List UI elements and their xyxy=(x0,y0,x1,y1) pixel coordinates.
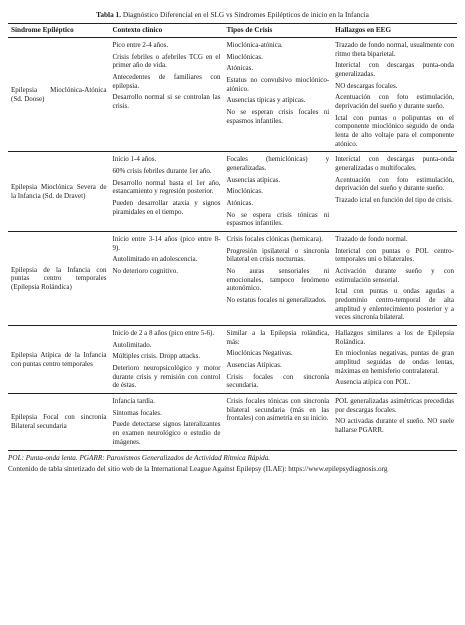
clinical-context-cell xyxy=(109,394,223,450)
clinical-context-item: Puede detectarse signos lateralizantes en examen neurológico o estudio de imágenes. xyxy=(112,420,221,446)
table-footer xyxy=(8,454,457,475)
eeg-finding-item: NO descargas focales. xyxy=(335,81,398,90)
seizure-type-item: Crisis focales tónicas con sincronía bilateral secundaria (más en las frontales) con asimetría en su inicio. xyxy=(226,397,330,423)
seizure-type-item: Atónicas. xyxy=(226,199,254,208)
clinical-context-item: Pico entre 2-4 años. xyxy=(112,40,169,49)
differential-diagnosis-table xyxy=(8,23,457,450)
eeg-finding-item: Trazado ictal en función del tipo de crisis. xyxy=(335,196,453,205)
eeg-finding-item: Activación durante sueño y con estimulación sensorial. xyxy=(335,267,454,284)
eeg-findings-cell xyxy=(332,152,457,232)
table-caption-text: Diagnóstico Diferencial en el SLG vs Síndromes Epilépticos de inicio en la Infancia xyxy=(122,10,369,19)
seizure-type-item: No estatus focales ni generalizados. xyxy=(226,296,327,305)
syndrome-cell: Epilepsia de la Infancia con puntas centro temporales (Epilepsia Rolándica) xyxy=(8,232,109,326)
eeg-findings-cell xyxy=(332,232,457,326)
clinical-context-item: Crisis febriles o afebriles TCG en el primer año de vida. xyxy=(112,52,221,70)
clinical-context-item: Desarrollo normal si se controlan las crisis. xyxy=(112,93,221,110)
seizure-type-item: No auras sensoriales ni emocionales, tampoco fenómeno autonómico. xyxy=(226,267,330,293)
syndrome-cell: Epilepsia Focal con sincronía Bilateral secundaria xyxy=(8,394,109,450)
clinical-context-item: Inicio de 2 a 8 años (pico entre 5-6). xyxy=(112,329,215,338)
eeg-finding-item: Interictal con descargas punta-onda generalizadas. xyxy=(335,61,454,78)
eeg-finding-item: Acentuación con foto estimulación, deprivación del sueño y durante sueño. xyxy=(335,175,454,193)
clinical-context-item: No deterioro cognitivo. xyxy=(112,267,178,276)
table-row xyxy=(8,232,457,326)
abbreviations-note: POL: Punta-onda lenta. PGARR: Paroxismos Generalizados de Actividad Rítmica Rápida. xyxy=(8,453,271,462)
seizure-type-item: Ausencias Atípicas. xyxy=(226,361,282,370)
seizure-type-item: No se esperan crisis focales ni espasmos infantiles. xyxy=(226,108,330,125)
seizure-type-item: Mioclónica-atónica. xyxy=(226,40,283,49)
eeg-finding-item: Ictal con puntas o polipuntas en el componente mioclónico seguido de onda lenta de alto voltaje para el componente atónico. xyxy=(335,113,454,148)
seizure-types-cell xyxy=(224,37,333,151)
eeg-findings-cell xyxy=(332,37,457,151)
clinical-context-item: Desarrollo normal hasta el 1er año, estancamiento y regresión posterior. xyxy=(112,178,221,196)
seizure-type-item: Mioclónicas. xyxy=(226,187,263,196)
eeg-finding-item: Ictal con puntas u ondas agudas a predominio centro-temporal de alta amplitud y enlentecimiento posterior y a veces sincronía bilateral. xyxy=(335,287,454,322)
eeg-findings-cell xyxy=(332,326,457,394)
seizure-types-cell xyxy=(224,152,333,232)
seizure-type-item: Ausencias atípicas. xyxy=(226,175,281,184)
seizure-type-item: Similar a la Epilepsia rolándica, más: xyxy=(226,329,330,346)
clinical-context-cell xyxy=(109,326,223,394)
clinical-context-item: Inicio 1-4 años. xyxy=(112,155,157,164)
eeg-findings-cell xyxy=(332,394,457,450)
eeg-finding-item: Interictal con puntas o POL centro-temporales uni o bilaterales. xyxy=(335,246,454,264)
table-row xyxy=(8,37,457,151)
eeg-finding-item: POL generalizadas asimétricas precedidas por descargas focales. xyxy=(335,397,454,414)
seizure-type-item: Progresión ipsilateral o sincronía bilateral en crisis nocturnas. xyxy=(226,246,330,264)
clinical-context-item: Pueden desarrollar ataxia y signos piramidales en el tiempo. xyxy=(112,199,221,216)
clinical-context-item: Infancia tardía. xyxy=(112,397,155,406)
seizure-type-item: No se espera crisis tónicas ni espasmos infantiles. xyxy=(226,210,330,228)
header-eeg-findings: Hallazgos en EEG xyxy=(332,24,457,38)
clinical-context-item: 60% crisis febriles durante 1er año. xyxy=(112,167,212,176)
header-syndrome: Síndrome Epiléptico xyxy=(8,24,109,38)
eeg-finding-item: Acentuación con foto estimulación, deprivación del sueño y durante sueño. xyxy=(335,93,454,110)
eeg-finding-item: Interictal con descargas punta-onda generalizadas o multifocales. xyxy=(335,155,454,173)
seizure-types-cell xyxy=(224,326,333,394)
eeg-finding-item: Hallazgos similares a los de Epilepsia Rolándica. xyxy=(335,329,454,346)
clinical-context-item: Inicio entre 3-14 años (pico entre 8-9). xyxy=(112,235,221,252)
clinical-context-cell xyxy=(109,232,223,326)
table-row xyxy=(8,394,457,450)
seizure-type-item: Atónicas. xyxy=(226,64,254,73)
seizure-types-cell xyxy=(224,232,333,326)
table-caption xyxy=(8,10,457,19)
seizure-type-item: Estatus no convulsivo mioclónico-atónico. xyxy=(226,75,330,93)
clinical-context-item: Múltiples crisis. Dropp attacks. xyxy=(112,352,201,361)
seizure-type-item: Crisis focales con sincronía secundaria. xyxy=(226,372,330,390)
source-note: Contenido de tabla sintetizado del sitio web de la International League Against Epilepsy (ILAE): https://www.epilepsydiagnosis.org xyxy=(8,465,388,474)
syndrome-cell: Epilepsia Atípica de la Infancia con puntas centro temporales xyxy=(8,326,109,394)
eeg-finding-item: NO activadas durante el sueño. NO suele hallarse PGARR. xyxy=(335,417,454,435)
syndrome-cell: Epilepsia Mioclónica Severa de la Infancia (Sd. de Dravet) xyxy=(8,152,109,232)
seizure-type-item: Crisis focales clónicas (hemicara). xyxy=(226,235,323,244)
seizure-types-cell xyxy=(224,394,333,450)
table-row xyxy=(8,152,457,232)
clinical-context-cell xyxy=(109,152,223,232)
clinical-context-item: Síntomas focales. xyxy=(112,408,162,417)
header-seizure-types: Tipos de Crisis xyxy=(224,24,333,38)
eeg-finding-item: Trazado de fondo normal, usualmente con ritmo theta biparietal. xyxy=(335,40,454,58)
clinical-context-item: Deterioro neuropsicológico y motor durante crisis y remisión con control de éstas. xyxy=(112,364,221,390)
clinical-context-item: Antecedentes de familiares con epilepsia. xyxy=(112,72,221,90)
eeg-finding-item: En mioclonías negativas, puntas de gran amplitud seguidas de ondas lentas, máximas en hemisferio contralateral. xyxy=(335,349,454,375)
seizure-type-item: Ausencias típicas y atípicas. xyxy=(226,96,306,105)
clinical-context-cell xyxy=(109,37,223,151)
seizure-type-item: Mioclónicas. xyxy=(226,52,263,61)
header-clinical-context: Contexto clínico xyxy=(109,24,223,38)
seizure-type-item: Mioclónicas Negativas. xyxy=(226,349,293,358)
eeg-finding-item: Trazado de fondo normal. xyxy=(335,235,408,244)
clinical-context-item: Autolimitado en adolescencia. xyxy=(112,255,198,264)
table-row xyxy=(8,326,457,394)
eeg-finding-item: Ausencia atípica con POL. xyxy=(335,378,411,387)
clinical-context-item: Autolimitado. xyxy=(112,340,152,349)
table-header-row xyxy=(8,24,457,38)
syndrome-cell: Epilepsia Mioclónica-Atónica (Sd. Doose) xyxy=(8,37,109,151)
table-caption-label: Tabla 1. xyxy=(96,10,122,19)
seizure-type-item: Focales (hemiclónicas) y generalizadas. xyxy=(226,155,330,173)
table-body xyxy=(8,37,457,450)
